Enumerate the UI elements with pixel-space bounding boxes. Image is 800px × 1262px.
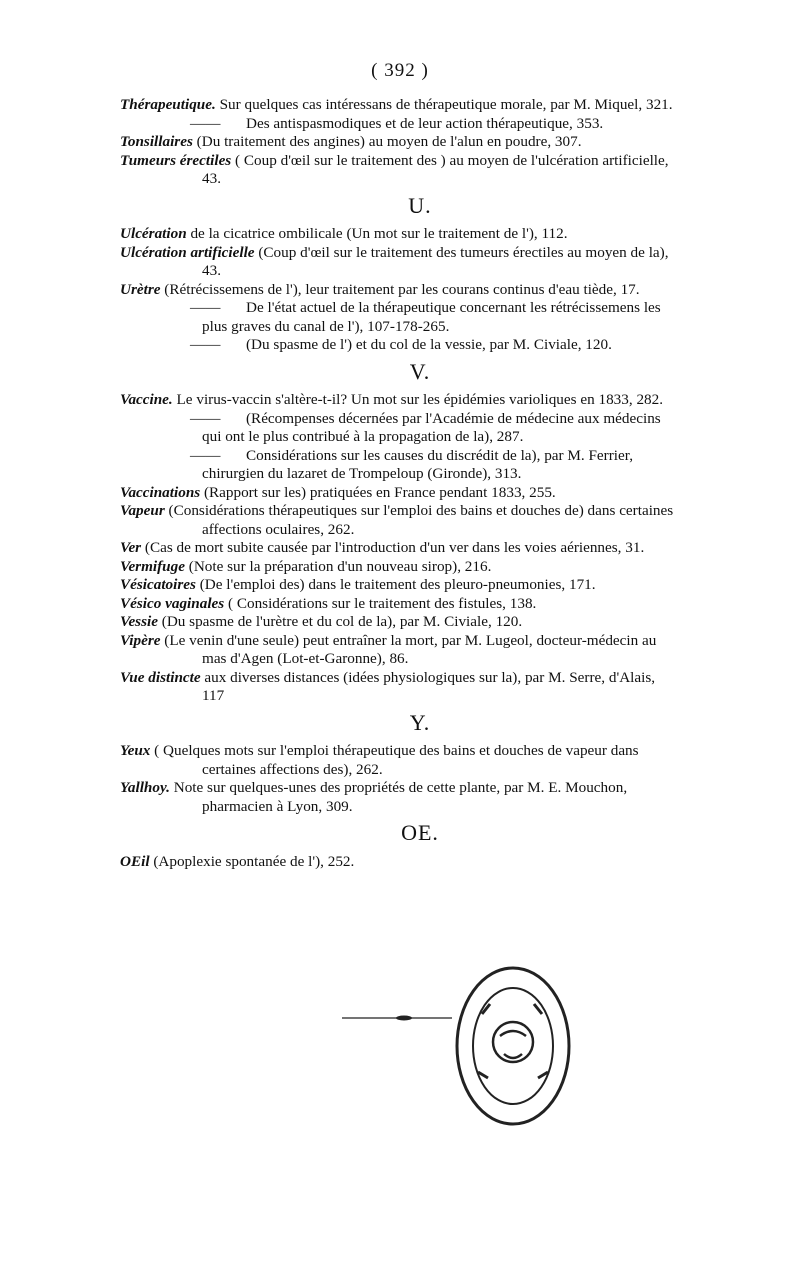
entry-text: Le virus-vaccin s'altère-t-il? Un mot sur les épidémies varioliques en 1833, 282. <box>172 391 664 408</box>
entry-text: ( Quelques mots sur l'emploi thérapeutique des bains et douches de vapeur dans certaines affections des), 262. <box>150 742 639 778</box>
index-entry <box>120 742 680 779</box>
index-entry <box>120 391 680 410</box>
entry-text: (Du spasme de l') et du col de la vessie, par M. Civiale, 120. <box>246 336 612 353</box>
section-letter: Y. <box>409 709 431 735</box>
index-entry <box>120 779 680 816</box>
entry-term: Vessie <box>120 613 158 630</box>
index-entry <box>120 447 680 484</box>
entry-text: (Cas de mort subite causée par l'introduction d'un ver dans les voies aériennes, 31. <box>141 539 645 556</box>
index-entry <box>120 152 680 189</box>
entry-term: Urètre <box>120 280 161 298</box>
entry-term: Yeux <box>120 742 151 759</box>
index-entry <box>120 244 680 281</box>
entry-text: (Du traitement des angines) au moyen de l'alun en poudre, 307. <box>192 133 582 150</box>
repeat-dash: —— <box>190 446 221 464</box>
entry-text: (Rapport sur les) pratiquées en France pendant 1833, 255. <box>200 483 556 501</box>
index-entry <box>120 632 680 669</box>
index-entry <box>120 613 680 632</box>
index-entry <box>120 853 680 872</box>
entry-text: (Récompenses décernées par l'Académie de médecine aux médecins qui ont le plus contribué à la propagation de la), 287. <box>202 409 661 445</box>
entry-text: De l'état actuel de la thérapeutique concernant les rétrécissemens les plus graves du canal de l'), 107-178-265. <box>202 299 661 335</box>
index-entry <box>120 576 680 595</box>
index-entry <box>120 281 680 300</box>
index-entry <box>120 484 680 503</box>
index-entry <box>120 410 680 447</box>
index-entry <box>120 669 680 706</box>
index-entry <box>120 502 680 539</box>
page-number: ( 392 ) <box>371 60 429 81</box>
index-entry <box>120 225 680 244</box>
entry-term: Thérapeutique. <box>120 96 216 113</box>
entry-term: Ver <box>120 539 142 556</box>
index-entry <box>120 96 680 115</box>
index-entry <box>120 299 680 336</box>
entry-term: Vésico vaginales <box>120 594 225 612</box>
entry-term: Ulcération <box>120 225 187 242</box>
entry-text: (Considérations thérapeutiques sur l'emploi des bains et douches de) dans certaines affections oculaires, 262. <box>164 502 674 538</box>
entry-text: (De l'emploi des) dans le traitement des pleuro-pneumonies, 171. <box>195 576 596 593</box>
entry-text: (Note sur la préparation d'un nouveau sirop), 216. <box>184 557 492 575</box>
entry-text: (Le venin d'une seule) peut entraîner la mort, par M. Lugeol, docteur-médecin au mas d'Agen (Lot-et-Garonne), 86. <box>160 631 657 667</box>
entry-text: (Coup d'œil sur le traitement des tumeurs érectiles au moyen de la), 43. <box>202 243 669 279</box>
entry-term: Ulcération artificielle <box>120 243 255 261</box>
index-entry <box>120 595 680 614</box>
section-letter: U. <box>408 192 432 218</box>
entry-text: (Du spasme de l'urètre et du col de la), par M. Civiale, 120. <box>157 613 523 630</box>
index-entry <box>120 539 680 558</box>
entry-term: Vipère <box>120 631 161 649</box>
entry-text: de la cicatrice ombilicale (Un mot sur le traitement de l'), 112. <box>186 225 568 242</box>
index-entries <box>120 96 680 871</box>
index-entry <box>120 133 680 152</box>
entry-term: OEil <box>120 852 150 870</box>
entry-term: Vaccine. <box>120 391 173 408</box>
entry-term: Yallhoy. <box>120 779 170 796</box>
entry-text: (Apoplexie spontanée de l'), 252. <box>149 852 355 870</box>
entry-text: (Rétrécissemens de l'), leur traitement par les courans continus d'eau tiède, 17. <box>160 280 640 298</box>
entry-term: Vésicatoires <box>120 576 196 593</box>
section-letter: V. <box>409 358 431 384</box>
entry-text: Des antispasmodiques et de leur action thérapeutique, 353. <box>246 114 604 132</box>
repeat-dash: —— <box>190 336 221 353</box>
section-letter: OE. <box>401 820 439 845</box>
entry-term: Vapeur <box>120 502 165 519</box>
entry-text: aux diverses distances (idées physiologiques sur la), par M. Serre, d'Alais, 117 <box>200 668 656 704</box>
entry-term: Vue distincte <box>120 668 201 686</box>
entry-text: Sur quelques cas intéressans de thérapeutique morale, par M. Miquel, 321. <box>215 96 673 113</box>
library-stamp <box>452 962 574 1130</box>
repeat-dash: —— <box>190 409 221 427</box>
repeat-dash: —— <box>190 299 221 316</box>
entry-text: ( Coup d'œil sur le traitement des ) au moyen de l'ulcération artificielle, 43. <box>202 151 669 187</box>
index-entry <box>120 558 680 577</box>
repeat-dash: —— <box>190 114 221 132</box>
entry-term: Vaccinations <box>120 483 201 501</box>
entry-term: Tumeurs érectiles <box>120 151 232 169</box>
entry-text: ( Considérations sur le traitement des fistules, 138. <box>224 594 537 612</box>
decorative-rule <box>342 1012 452 1024</box>
entry-term: Tonsillaires <box>120 133 193 150</box>
index-entry <box>120 336 680 355</box>
entry-text: Considérations sur les causes du discrédit de la), par M. Ferrier, chirurgien du lazaret de Trompeloup (Gironde), 313. <box>202 446 633 482</box>
index-entry <box>120 115 680 134</box>
entry-text: Note sur quelques-unes des propriétés de cette plante, par M. E. Mouchon, pharmacien à Lyon, 309. <box>169 779 628 815</box>
entry-term: Vermifuge <box>120 557 185 575</box>
